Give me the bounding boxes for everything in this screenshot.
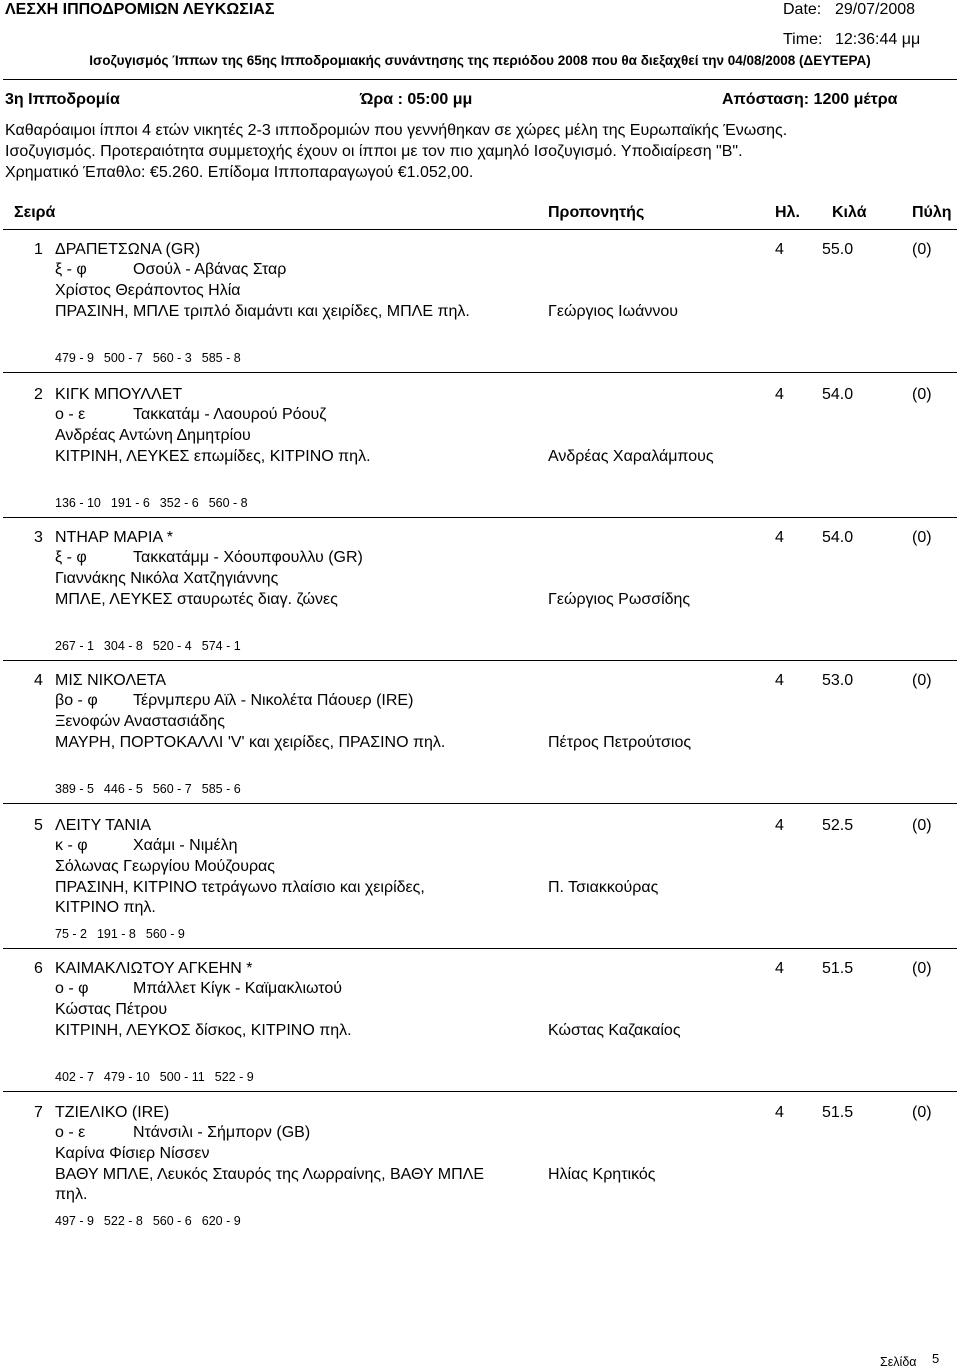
report-time: 12:36:44 μμ [835,31,921,48]
entry-number: 3 [34,529,43,546]
form-result: 620 - 9 [201,1214,241,1228]
owner-name: Κώστας Πέτρου [55,1001,168,1018]
pedigree: Ντάνσιλι - Σήμπορν (GB) [133,1124,311,1141]
form-result: 500 - 11 [159,1070,205,1084]
horse-entry [0,1103,960,1231]
form-result: 191 - 8 [96,927,136,941]
condition-line: Καθαρόαιμοι ίπποι 4 ετών νικητές 2-3 ιπποδρομιών που γεννήθηκαν σε χώρες μέλη της Ευρωπαϊκής Ένωσης. [5,122,788,139]
horse-weight: 52.5 [822,817,854,834]
report-date: 29/07/2008 [835,1,916,18]
form-result: 479 - 9 [55,351,94,365]
page-number: 5 [932,1351,940,1366]
condition-line: Χρηματικό Έπαθλο: €5.260. Επίδομα Ιπποπαραγωγού €1.052,00. [5,164,474,181]
owner-name: Ξενοφών Αναστασιάδης [55,713,225,730]
horse-name: ΤΖΙΕΛΙΚΟ (IRE) [55,1104,170,1121]
entry-number: 2 [34,386,43,403]
entry-number: 1 [34,241,43,258]
date-label: Date: [783,1,822,18]
form-result: 267 - 1 [55,639,94,653]
form-result: 520 - 4 [152,639,192,653]
horse-weight: 51.5 [822,1104,854,1121]
racing-colours: ΚΙΤΡΙΝΗ, ΛΕΥΚΟΣ δίσκος, ΚΙΤΡΙΝΟ πηλ. [55,1022,352,1039]
owner-name: Γιαννάκης Νικόλα Χατζηγιάννης [55,570,279,587]
form-result: 585 - 8 [201,351,241,365]
racing-colours: ΠΡΑΣΙΝΗ, ΜΠΛΕ τριπλό διαμάντι και χειρίδες, ΜΠΛΕ πηλ. [55,303,470,320]
divider [3,1091,957,1092]
horse-age: 4 [775,672,784,689]
page-label: Σελίδα [880,1355,917,1369]
starting-gate: (0) [912,241,932,258]
form-result: 497 - 9 [55,1214,94,1228]
recent-form [55,926,195,942]
sex-colour: ξ - φ [55,549,87,566]
divider [3,229,957,230]
form-result: 75 - 2 [55,927,87,941]
race-name: 3η Ιπποδρομία [5,91,120,108]
form-result: 402 - 7 [55,1070,94,1084]
pedigree: Χαάμι - Νιμέλη [133,837,238,854]
pedigree: Μπάλλετ Κίγκ - Καϊμακλιωτού [133,980,343,997]
club-title: ΛΕΣΧΗ ΙΠΠΟΔΡΟΜΙΩΝ ΛΕΥΚΩΣΙΑΣ [5,1,275,18]
trainer-name: Ηλίας Κρητικός [548,1166,656,1183]
recent-form [55,1069,264,1085]
entry-number: 4 [34,672,43,689]
horse-age: 4 [775,386,784,403]
form-result: 560 - 9 [145,927,185,941]
horse-name: ΛΕΙΤΥ ΤΑΝΙΑ [55,817,152,834]
form-result: 389 - 5 [55,782,94,796]
racing-colours-continued: ΚΙΤΡΙΝΟ πηλ. [55,899,156,916]
trainer-name: Κώστας Καζακαίος [548,1022,681,1039]
form-result: 560 - 7 [152,782,192,796]
owner-name: Ανδρέας Αντώνη Δημητρίου [55,427,251,444]
horse-name: ΔΡΑΠΕΤΣΩΝΑ (GR) [55,241,201,258]
owner-name: Χρίστος Θεράποντος Ηλία [55,282,241,299]
form-result: 574 - 1 [201,639,241,653]
form-result: 522 - 8 [103,1214,143,1228]
recent-form [55,781,251,797]
pedigree: Οσούλ - Αβάνας Σταρ [133,261,287,278]
horse-name: ΝΤΗΑΡ ΜΑΡΙΑ * [55,529,173,546]
racing-colours: ΜΠΛΕ, ΛΕΥΚΕΣ σταυρωτές διαγ. ζώνες [55,591,338,608]
horse-age: 4 [775,529,784,546]
form-result: 560 - 6 [152,1214,192,1228]
form-result: 560 - 3 [152,351,192,365]
recent-form [55,350,251,366]
divider [3,660,957,661]
racing-colours-continued: πηλ. [55,1186,88,1203]
form-result: 500 - 7 [103,351,143,365]
starting-gate: (0) [912,960,932,977]
horse-weight: 51.5 [822,960,854,977]
racing-colours: ΚΙΤΡΙΝΗ, ΛΕΥΚΕΣ επωμίδες, ΚΙΤΡΙΝΟ πηλ. [55,448,371,465]
starting-gate: (0) [912,817,932,834]
race-conditions [5,120,787,183]
divider [3,79,957,80]
column-header-trainer: Προπονητής [548,204,645,221]
starting-gate: (0) [912,386,932,403]
horse-age: 4 [775,1104,784,1121]
horse-entry [0,816,960,944]
column-header-weight: Κιλά [832,204,867,221]
recent-form [55,1213,251,1229]
race-distance: Απόσταση: 1200 μέτρα [722,91,898,108]
entry-number: 5 [34,817,43,834]
form-result: 191 - 6 [110,496,150,510]
horse-weight: 55.0 [822,241,854,258]
race-time: Ώρα : 05:00 μμ [360,91,473,108]
horse-entry [0,240,960,368]
trainer-name: Π. Τσιακκούρας [548,879,659,896]
trainer-name: Γεώργιος Ιωάννου [548,303,678,320]
pedigree: Τέρνμπερυ Αϊλ - Νικολέτα Πάουερ (IRE) [133,692,414,709]
racing-colours: ΜΑΥΡΗ, ΠΟΡΤΟΚΑΛΛΙ 'V' και χειρίδες, ΠΡΑΣΙΝΟ πηλ. [55,734,446,751]
trainer-name: Πέτρος Πετρούτσιος [548,734,692,751]
form-result: 352 - 6 [159,496,199,510]
entry-number: 6 [34,960,43,977]
owner-name: Καρίνα Φίσιερ Νίσσεν [55,1145,210,1162]
horse-age: 4 [775,817,784,834]
sex-colour: βο - φ [55,692,98,709]
condition-line: Ισοζυγισμός. Προτεραιότητα συμμετοχής έχουν οι ίπποι με τον πιο χαμηλό Ισοζυγισμό. Υποδιαίρεση "Β". [5,143,743,160]
column-header-age: Ηλ. [775,204,800,221]
pedigree: Τακκατάμμ - Χόουπφουλλυ (GR) [133,549,363,566]
divider [3,948,957,949]
recent-form [55,495,258,511]
form-result: 522 - 9 [214,1070,254,1084]
racing-colours: ΒΑΘΥ ΜΠΛΕ, Λευκός Σταυρός της Λωρραίνης, ΒΑΘΥ ΜΠΛΕ [55,1166,485,1183]
divider [3,803,957,804]
owner-name: Σόλωνας Γεωργίου Μούζουρας [55,858,275,875]
time-label: Time: [783,31,823,48]
horse-name: ΚΙΓΚ ΜΠΟΥΛΛΕΤ [55,386,183,403]
horse-entry [0,671,960,799]
column-header-order: Σειρά [14,204,56,221]
meeting-subtitle: Ισοζυγισμός Ίππων της 65ης Ιπποδρομιακής συνάντησης της περιόδου 2008 που θα διεξαχθεί την 04/08/2008 (ΔΕΥΤΕΡΑ) [89,53,871,68]
racing-colours: ΠΡΑΣΙΝΗ, ΚΙΤΡΙΝΟ τετράγωνο πλαίσιο και χειρίδες, [55,879,425,896]
horse-weight: 54.0 [822,529,854,546]
sex-colour: ο - φ [55,980,89,997]
horse-entry [0,528,960,656]
horse-entry [0,385,960,513]
horse-name: ΜΙΣ ΝΙΚΟΛΕΤΑ [55,672,167,689]
pedigree: Τακκατάμ - Λαουρού Ρόουζ [133,406,327,423]
sex-colour: κ - φ [55,837,88,854]
divider [3,372,957,373]
starting-gate: (0) [912,1104,932,1121]
horse-weight: 54.0 [822,386,854,403]
form-result: 585 - 6 [201,782,241,796]
horse-age: 4 [775,241,784,258]
form-result: 446 - 5 [103,782,143,796]
horse-name: ΚΑΙΜΑΚΛΙΩΤΟΥ ΑΓΚΕΗΝ * [55,960,253,977]
starting-gate: (0) [912,672,932,689]
column-header-gate: Πύλη [912,204,952,221]
sex-colour: ξ - φ [55,261,87,278]
divider [3,517,957,518]
sex-colour: ο - ε [55,1124,86,1141]
starting-gate: (0) [912,529,932,546]
horse-age: 4 [775,960,784,977]
recent-form [55,638,251,654]
form-result: 136 - 10 [55,496,101,510]
sex-colour: ο - ε [55,406,86,423]
entry-number: 7 [34,1104,43,1121]
form-result: 479 - 10 [103,1070,150,1084]
trainer-name: Ανδρέας Χαραλάμπους [548,448,714,465]
form-result: 304 - 8 [103,639,143,653]
trainer-name: Γεώργιος Ρωσσίδης [548,591,691,608]
horse-entry [0,959,960,1087]
form-result: 560 - 8 [208,496,248,510]
horse-weight: 53.0 [822,672,854,689]
